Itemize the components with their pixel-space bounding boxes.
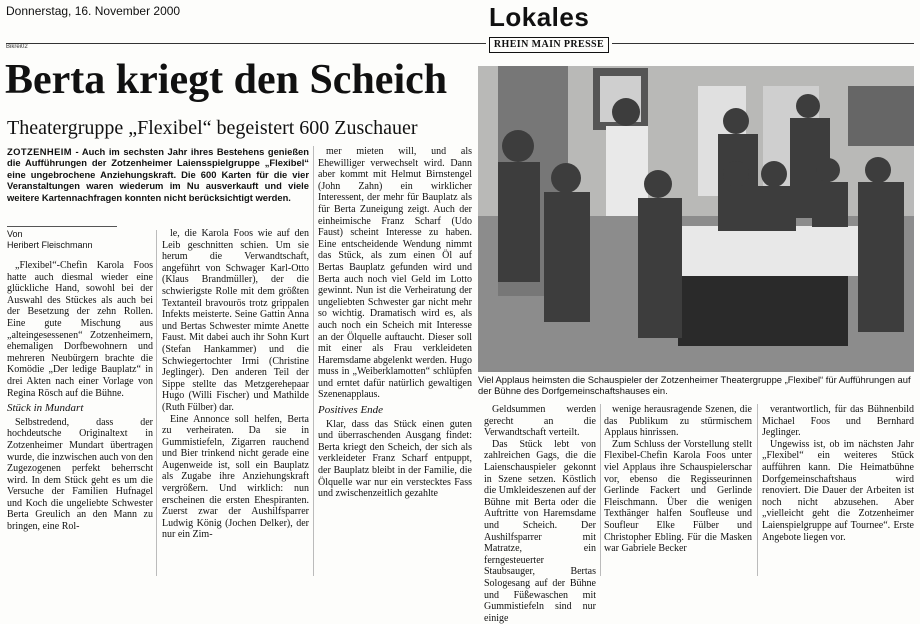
actors-photo-illustration xyxy=(478,66,914,372)
byline xyxy=(7,229,127,251)
page-code: Bikrei02 xyxy=(6,44,28,50)
article-column-4 xyxy=(484,404,596,624)
body-paragraph: Klar, dass das Stück einen guten und überraschenden Ausgang findet: Berta kriegt den Scheich, der sich als verkleideter Franz Scharf entpuppt, der Bauplatz bleibt in der Familie, die Ölquelle war nur ein verstecktes Fass und zwischenzeitlich gezahlte xyxy=(318,418,472,500)
headline: Berta kriegt den Scheich xyxy=(5,57,448,103)
body-paragraph: Zum Schluss der Vorstellung stellt Flexibel-Chefin Karola Foos unter viel Applaus ihre Schauspielerschar vor, ebenso die Regisseurinnen Gerlinde Fackert und Gerlinde Fleischmann. Über die wenigen Texthänger halfen Soufleuse und Soufleur Elke Fülber und Christopher Ebling. Für die Masken war Gabriele Becker xyxy=(604,438,752,555)
column-rule xyxy=(156,230,157,576)
body-paragraph: le, die Karola Foos wie auf den Leib geschnitten schien. Um sie herum die Verwandtschaft, angeführt von Schwager Karl-Otto (Klaus Brandmüller), der die schwierigste Rolle mit dem größten Textanteil bravourös trotz grippalen Infekts meisterte. Seine Gattin Anna und Bertas Schwester mimte Anette Faust. Mit dabei auch ihr Sohn Kurt (Stefan Hankammer) und die Schwiegertochter Irmi (Christine Jeglinger). Den anderen Teil der Sippe stellte das Metzgerehepaar Hugo (Willi Fischer) und Mathilde (Ruth Fülber) dar. xyxy=(162,228,309,413)
body-paragraph: Selbstredend, dass der hochdeutsche Originaltext in Zotzenheimer Mundart übertragen wurde, die inzwischen auch von den Zugezogenen perfekt beherrscht wird. In dem Stück geht es um die Versuche der Familien Hufnagel und Koch die ungeliebte Schwester Berta Greulich an den Mann zu bringen, eine Rol- xyxy=(7,416,153,533)
dateline-place: ZOTZENHEIM xyxy=(7,146,72,157)
body-paragraph: wenige herausragende Szenen, die das Publikum zu stürmischem Applaus hinrissen. xyxy=(604,404,752,439)
article-column-6 xyxy=(762,404,914,543)
body-paragraph: Geldsummen werden gerecht an die Verwandtschaft verteilt. xyxy=(484,404,596,439)
crosshead: Positives Ende xyxy=(318,404,384,417)
section-title: Lokales xyxy=(489,2,590,32)
issue-date: Donnerstag, 16. November 2000 xyxy=(6,4,181,18)
body-paragraph: Eine Annonce soll helfen, Berta zu verheiraten. Da sie in Gummistiefeln, Zigarren rauchend und Bier trinkend nicht gerade eine Augenweide ist, soll ein Bauplatz als Zugabe ihre Anziehungskraft vergrößern. Und wirklich: nun erscheinen die ersten Ehespiranten. Zuerst zwar der Aushilfsparrer Ludwig König (Jochen Delker), der nur ein Zim- xyxy=(162,413,309,541)
body-paragraph: „Flexibel“-Chefin Karola Foos hatte auch diesmal wieder eine glückliche Hand, sowohl bei der Auswahl des Stückes als auch bei der Besetzung der zehn Rollen. Eine gute Mischung aus „alteingesessenen“ Zotzenheimern, ehemaligen Dorfbewohnern und mehreren Neubürgern brachte die Komödie „Der ledige Bauplatz“ in drei Akten nach einer Vorlage von Regina Rösch auf die Bühne. xyxy=(7,260,153,399)
article-column-1 xyxy=(7,260,153,533)
byline-rule xyxy=(7,226,117,227)
byline-author: Heribert Fleischmann xyxy=(7,240,93,250)
subheadline: Theatergruppe „Flexibel“ begeistert 600 Zuschauer xyxy=(7,117,418,139)
header-rule-right xyxy=(612,43,914,44)
body-paragraph: Das Stück lebt von zahlreichen Gags, die die Laienschauspieler gekonnt in Szene setzen. Köstlich die Umkleideszenen auf der Bühne mit Berta oder die Auftritte von Haremsdame und Scheich. Der Aushilfsparrer mit Matratze, ein ferngesteuerter Staubsauger, Bertas Sologesang auf der Bühne und Füßewaschen mit Gummistiefeln sind nur einige xyxy=(484,438,596,624)
column-rule xyxy=(757,404,758,576)
header-rule xyxy=(6,43,486,44)
article-column-5 xyxy=(604,404,752,555)
article-column-3 xyxy=(318,146,472,500)
body-paragraph: verantwortlich, für das Bühnenbild Michael Foos und Bernhard Jeglinger. xyxy=(762,404,914,439)
crosshead: Stück in Mundart xyxy=(7,402,84,415)
newspaper-brand: RHEIN MAIN PRESSE xyxy=(489,37,609,53)
column-rule xyxy=(313,146,314,576)
body-paragraph: mer mieten will, und als Ehewilliger verwechselt wird. Dann aber kommt mit Helmut Birnstengel (John Zahn) ein wirklicher Interessent, der mehr für Bauplatz als für Berta Zuneigung zeigt. Auch der einheimische Franz Scharf (Udo Faust) scheint Interesse zu haben. Eine entscheidende Wendung nimmt das Stück, als zum einen Öl auf Bertas Bauplatz gefunden wird und Berta auch noch viel Geld im Lotto gewinnt. Nun ist die Verheiratung der ungeliebten Schwester gar nicht mehr so wichtig. Dramatisch wird es, als auch noch ein Scheich mit Interesse an der Ölquelle auftaucht. Dieser soll mit einer als Frau verkleideten Haremsdame abgelenkt werden. Hugo muss in „Weiberklamotten“ schlüpfen und erntet dafür natürlich gewaltigen Szenenapplaus. xyxy=(318,146,472,401)
lead-paragraph xyxy=(7,146,309,203)
photo-caption: Viel Applaus heimsten die Schauspieler der Zotzenheimer Theatergruppe „Flexibel“ für Aufführungen auf der Bühne des Dorfgemeinschaftshauses ein. xyxy=(478,374,911,396)
column-rule xyxy=(600,404,601,576)
byline-label: Von xyxy=(7,229,23,239)
press-photo xyxy=(478,66,914,372)
body-paragraph: Ungewiss ist, ob im nächsten Jahr „Flexibel“ ein weiteres Stück aufführen kann. Die Heimatbühne Dorfgemeinschaftshaus wird renoviert. Die Dauer der Arbeiten ist noch nicht abzusehen. Aber „vielleicht geht die Zotzenheimer Laienspielgruppe auf Tournee“. Erste Angebote liegen vor. xyxy=(762,438,914,543)
article-column-2 xyxy=(162,228,309,541)
lead-text: - Auch im sechsten Jahr ihres Bestehens genießen die Aufführungen der Zotzenheimer Laiensspielgruppe „Flexibel“ eine ungebrochene Anziehungskraft. Die 600 Karten für die vier Veranstaltungen waren wiederum im Nu ausverkauft und viele weitere Kartennachfragen konnten nicht berücksichtigt werden. xyxy=(7,146,309,203)
